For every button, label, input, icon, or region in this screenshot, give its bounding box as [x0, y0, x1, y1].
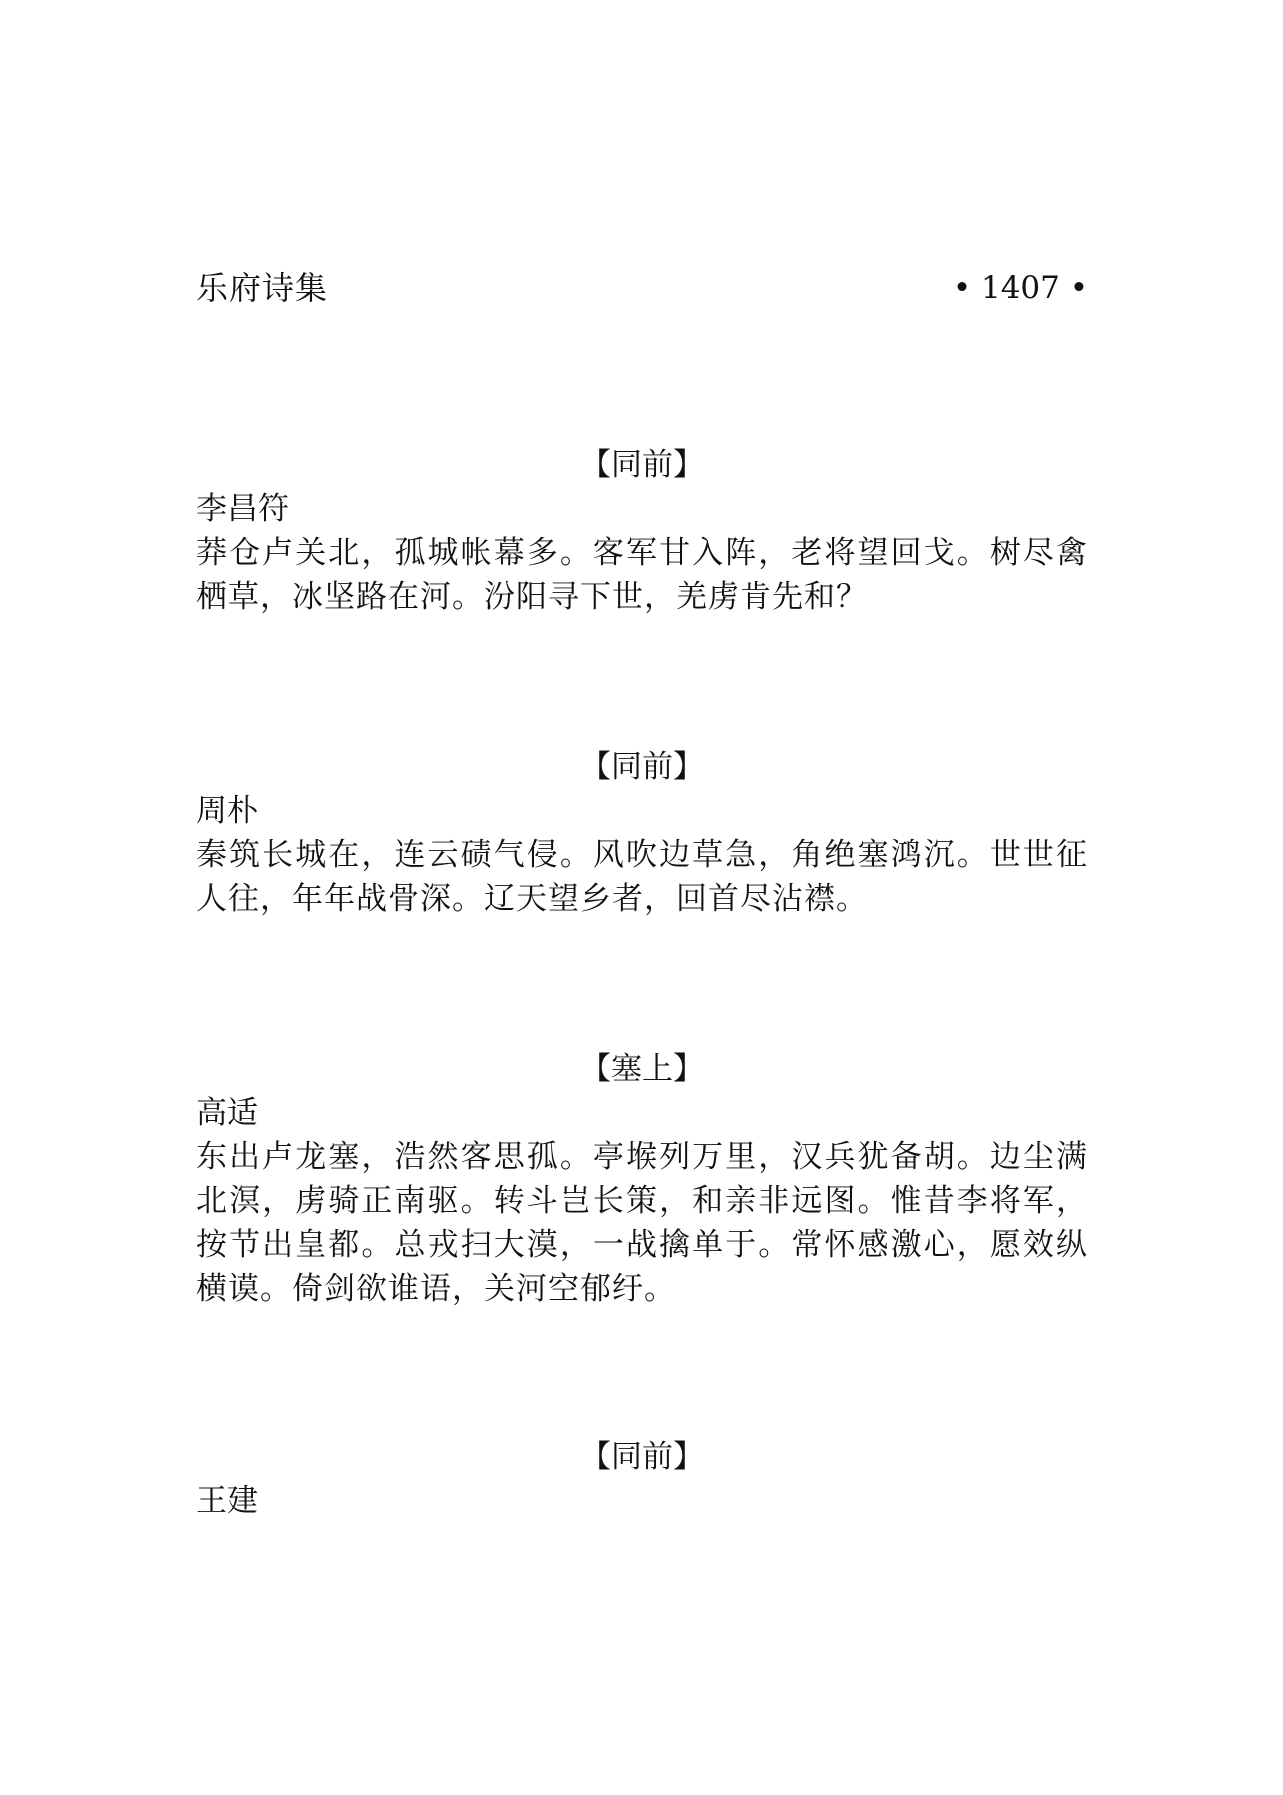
poem-title: 【同前】	[580, 749, 704, 785]
poem-title: 【同前】	[580, 1439, 704, 1475]
book-title: 乐府诗集	[196, 269, 329, 307]
page-header	[196, 266, 1088, 310]
page-number: • 1407 •	[952, 270, 1088, 306]
poem-author: 周朴	[196, 793, 258, 829]
poem-text: 秦筑长城在，连云碛气侵。风吹边草急，角绝塞鸿沉。世世征人往，年年战骨深。辽天望乡者，回首尽沾襟。	[196, 837, 1088, 917]
poem-author: 王建	[196, 1483, 258, 1519]
poem-entry	[196, 443, 1088, 619]
poem-entry	[196, 1047, 1088, 1311]
poem-text: 东出卢龙塞，浩然客思孤。亭堠列万里，汉兵犹备胡。边尘满北溟，虏骑正南驱。转斗岂长策，和亲非远图。惟昔李将军，按节出皇都。总戎扫大漠，一战擒单于。常怀感激心，愿效纵横谟。倚剑欲谁语，关河空郁纡。	[196, 1139, 1088, 1307]
poem-author: 李昌符	[196, 491, 289, 527]
poem-entry	[196, 745, 1088, 921]
poem-text: 莽仓卢关北，孤城帐幕多。客军甘入阵，老将望回戈。树尽禽栖草，冰坚路在河。汾阳寻下世，羌虏肯先和？	[196, 535, 1088, 615]
poem-author: 高适	[196, 1095, 258, 1131]
document-page	[196, 0, 1088, 1795]
poem-title: 【塞上】	[580, 1051, 704, 1087]
poem-title: 【同前】	[580, 447, 704, 483]
poem-entry	[196, 1435, 1088, 1523]
